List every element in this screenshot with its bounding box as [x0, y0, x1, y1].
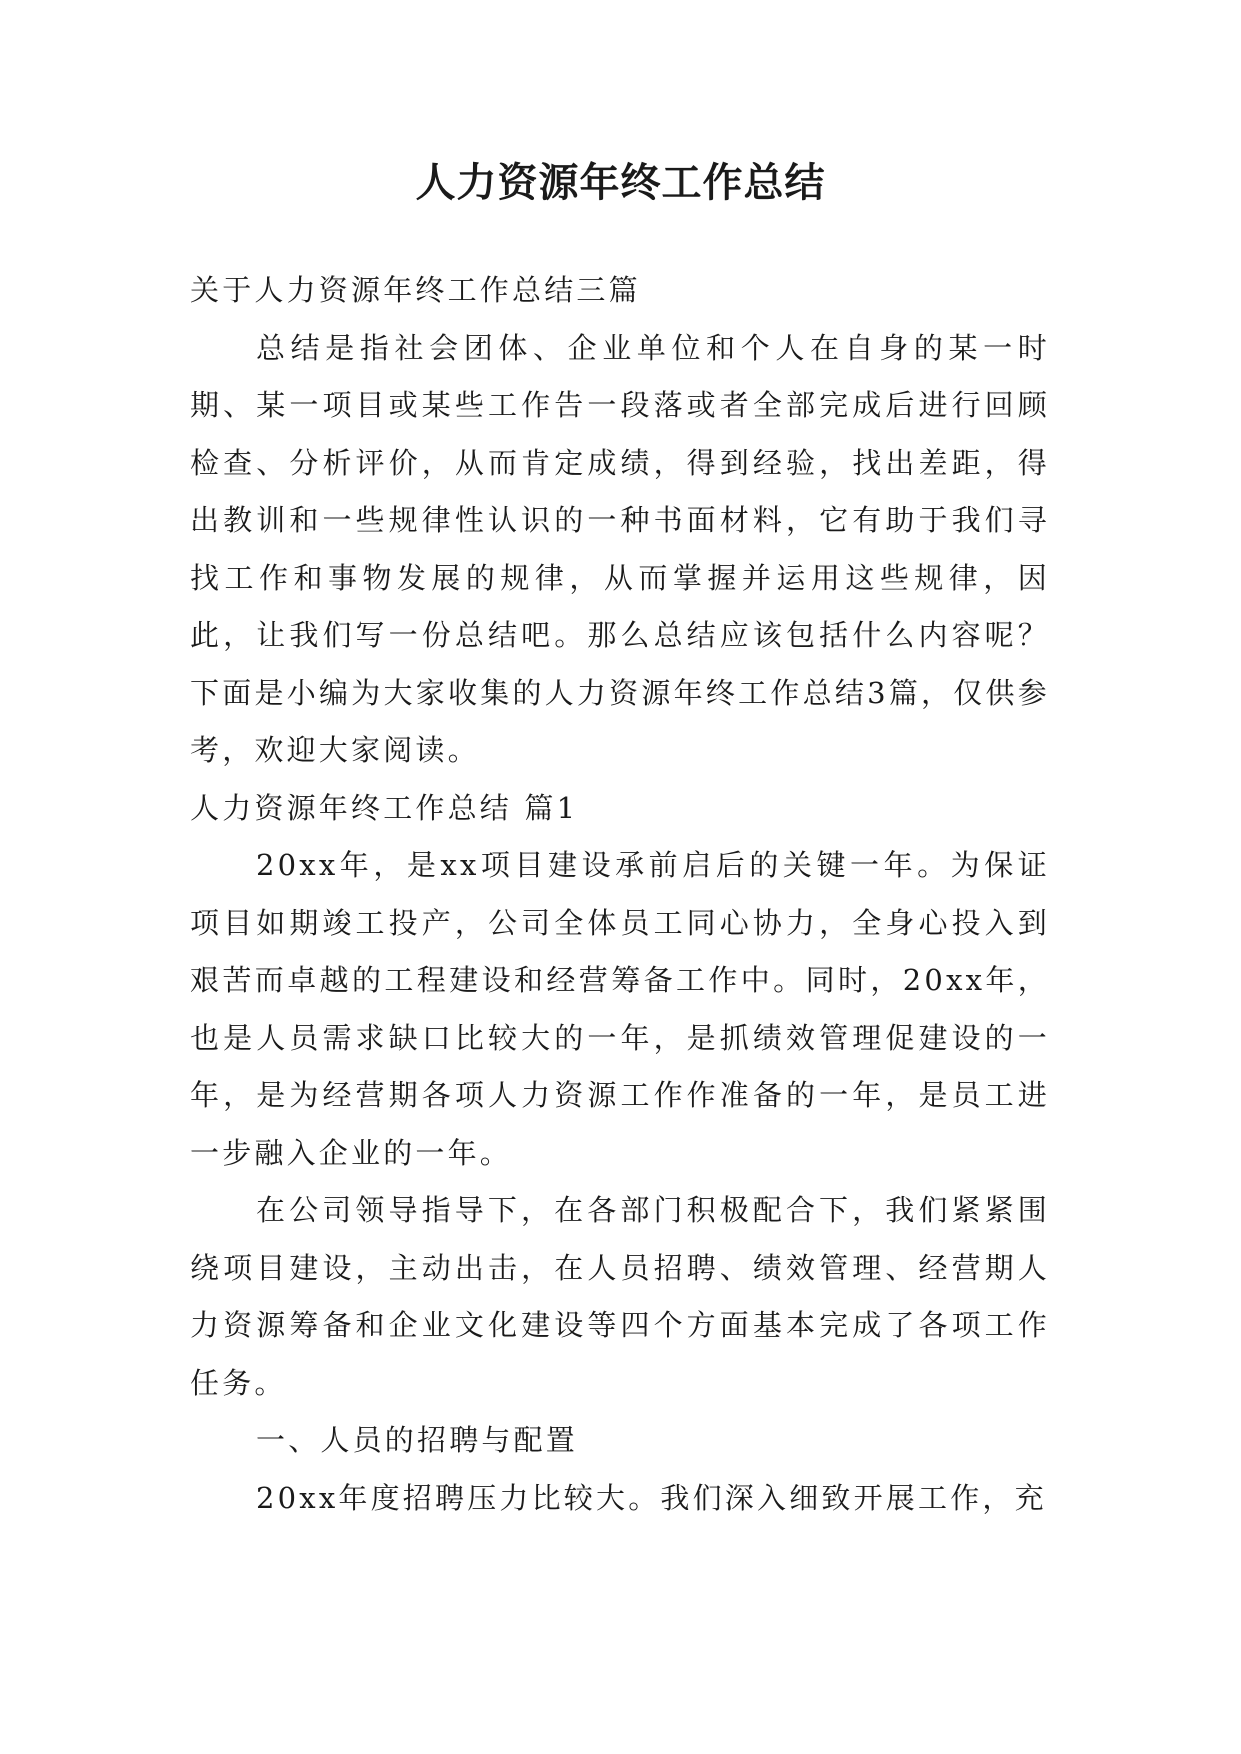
body-paragraph: 20xx年，是xx项目建设承前启后的关键一年。为保证项目如期竣工投产，公司全体员工同心协力，全身心投入到艰苦而卓越的工程建设和经营筹备工作中。同时，20xx年，也是人员需求缺口比较大的一年，是抓绩效管理促建设的一年，是为经营期各项人力资源工作作准备的一年，是员工进一步融入企业的一年。: [190, 848, 1050, 1170]
intro-paragraph: 总结是指社会团体、企业单位和个人在自身的某一时期、某一项目或某些工作告一段落或者全部完成后进行回顾检查、分析评价，从而肯定成绩，得到经验，找出差距，得出教训和一些规律性认识的一种书面材料，它有助于我们寻找工作和事物发展的规律，从而掌握并运用这些规律，因此，让我们写一份总结吧。那么总结应该包括什么内容呢？下面是小编为大家收集的人力资源年终工作总结3篇，仅供参考，欢迎大家阅读。: [190, 330, 1050, 767]
section-heading: 人力资源年终工作总结 篇1: [190, 790, 579, 825]
body-paragraph: 在公司领导指导下，在各部门积极配合下，我们紧紧围绕项目建设，主动出击，在人员招聘、绩效管理、经营期人力资源筹备和企业文化建设等四个方面基本完成了各项工作任务。: [190, 1193, 1050, 1400]
subsection-heading: 一、人员的招聘与配置: [256, 1423, 579, 1457]
document-body: [190, 262, 1050, 1527]
body-paragraph: 20xx年度招聘压力比较大。我们深入细致开展工作，充: [256, 1480, 1047, 1515]
subtitle-line: 关于人力资源年终工作总结三篇: [190, 273, 641, 307]
document-title: 人力资源年终工作总结: [415, 160, 826, 206]
